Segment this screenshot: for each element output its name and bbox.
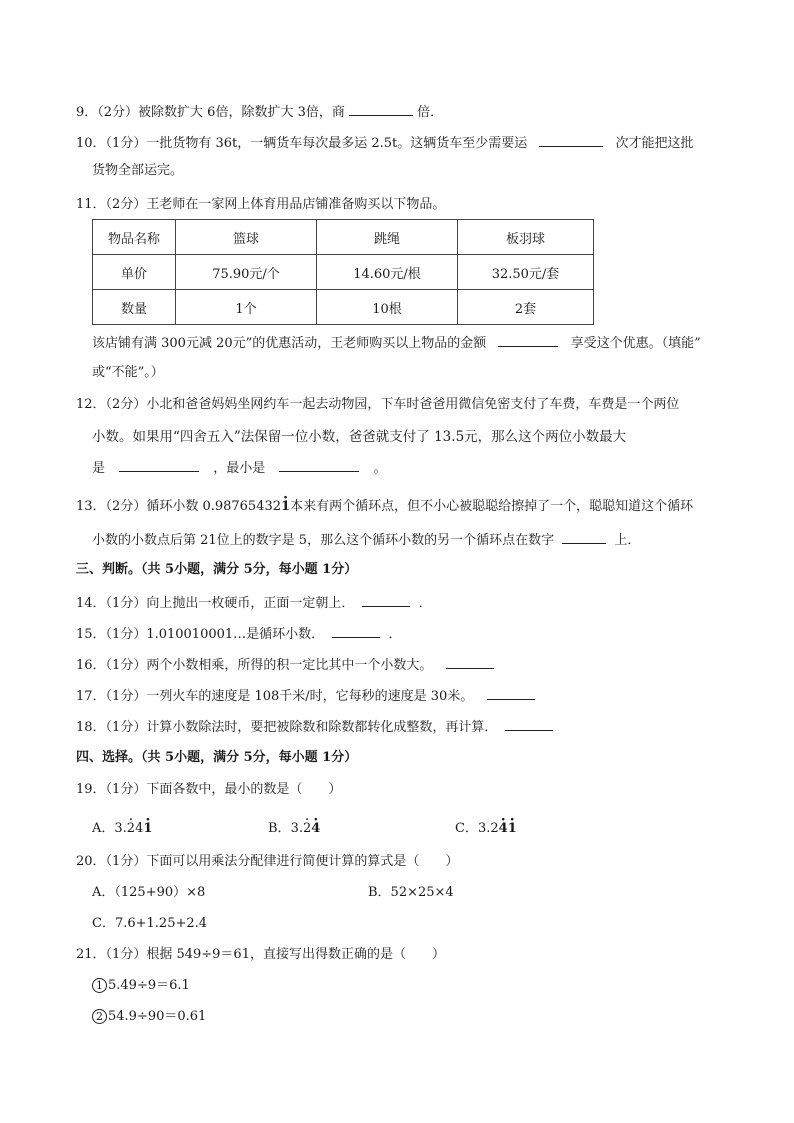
repeating-digit: · 2 bbox=[303, 821, 311, 836]
question-13-text: 小数的小数点后第 21位上的数字是 5，那么这个循环小数的另一个循环点在数字 bbox=[92, 533, 555, 548]
question-16-text: 16．（1分）两个小数相乘，所得的积一定比其中一个小数大。 bbox=[76, 658, 433, 673]
circled-number: 1 bbox=[92, 978, 107, 993]
repeating-digit: · 2 bbox=[127, 821, 135, 836]
option-21-2[interactable] bbox=[92, 1008, 206, 1026]
table-cell: 10根 bbox=[317, 290, 458, 325]
question-15 bbox=[76, 624, 401, 644]
option-19-b[interactable] bbox=[268, 820, 320, 838]
repeating-digit: · 4 bbox=[499, 821, 508, 836]
table-cell: 14.60元/根 bbox=[317, 255, 458, 290]
question-12-line-3 bbox=[92, 458, 387, 478]
repeating-digit: · 1 bbox=[508, 821, 517, 836]
option-20-b[interactable]: B．52×25×4 bbox=[368, 885, 454, 900]
question-15-tail: ． bbox=[388, 627, 402, 642]
table-row bbox=[93, 220, 594, 255]
option-label: A． bbox=[92, 821, 115, 836]
answer-blank[interactable] bbox=[349, 102, 413, 116]
question-11-line-2: 或“不能”。） bbox=[92, 365, 164, 380]
option-number-part: 3. bbox=[114, 821, 127, 836]
table-cell: 32.50元/套 bbox=[458, 255, 594, 290]
answer-blank[interactable] bbox=[487, 686, 535, 700]
question-11-intro: 11．（2分）王老师在一家网上体育用品店铺准备购买以下物品。 bbox=[76, 197, 446, 212]
section-3-title: 三、判断。（共 5小题，满分 5分，每小题 1分） bbox=[76, 562, 358, 577]
question-13-tail: 上． bbox=[614, 533, 641, 548]
goods-table bbox=[92, 219, 594, 325]
table-row bbox=[93, 290, 594, 325]
question-13-text-c: 本来有两个循环点，但不小心被聪聪给擦掉了一个，聪聪知道这个循环 bbox=[290, 499, 694, 514]
question-12-text-b: ，最小是 bbox=[213, 461, 266, 476]
question-12-text-a: 是 bbox=[92, 461, 106, 476]
repeating-digit: · 1 bbox=[143, 821, 152, 836]
question-17-text: 17．（1分）一列火车的速度是 108千米/时，它每秒的速度是 30米。 bbox=[76, 689, 474, 704]
question-19: 19．（1分）下面各数中，最小的数是（ ） bbox=[76, 782, 342, 797]
answer-blank[interactable] bbox=[446, 655, 494, 669]
question-10-tail: 次才能把这批 bbox=[615, 136, 694, 151]
question-14-text: 14．（1分）向上抛出一枚硬币，正面一定朝上． bbox=[76, 596, 355, 611]
option-number-part: 4 bbox=[135, 821, 144, 836]
question-18-text: 18．（1分）计算小数除法时，要把被除数和除数都转化成整数，再计算． bbox=[76, 720, 498, 735]
question-11-line-1 bbox=[92, 333, 701, 353]
option-20-a[interactable]: A．（125+90）×8 bbox=[92, 885, 206, 900]
option-number-part: 3. bbox=[290, 821, 303, 836]
option-19-a[interactable] bbox=[92, 820, 152, 838]
table-cell: 单价 bbox=[93, 255, 176, 290]
option-text: 54.9÷90＝0.61 bbox=[108, 1009, 207, 1024]
question-10-line-2: 货物全部运完。 bbox=[92, 163, 184, 178]
option-19-c[interactable] bbox=[455, 820, 517, 838]
answer-blank-min[interactable] bbox=[279, 458, 359, 472]
table-cell: 数量 bbox=[93, 290, 176, 325]
question-12-text-c: 。 bbox=[373, 461, 387, 476]
answer-blank[interactable] bbox=[362, 593, 410, 607]
answer-blank[interactable] bbox=[505, 717, 553, 731]
table-cell: 物品名称 bbox=[93, 220, 176, 255]
question-11-tail: 享受这个优惠。（填能” bbox=[570, 336, 701, 351]
option-20-c[interactable]: C．7.6+1.25+2.4 bbox=[92, 916, 208, 931]
question-14-tail: ． bbox=[418, 596, 432, 611]
question-9 bbox=[76, 102, 443, 122]
table-row bbox=[93, 255, 594, 290]
option-number-part: 3.2 bbox=[477, 821, 499, 836]
table-cell: 2套 bbox=[458, 290, 594, 325]
circled-number: 2 bbox=[92, 1009, 107, 1024]
repeating-digit: · 1 bbox=[281, 499, 290, 514]
question-21: 21．（1分）根据 549÷9＝61，直接写出得数正确的是（ ） bbox=[76, 947, 445, 962]
option-text: 5.49÷9＝6.1 bbox=[108, 978, 190, 993]
answer-blank[interactable] bbox=[332, 624, 380, 638]
section-4-title: 四、选择。（共 5小题，满分 5分，每小题 1分） bbox=[76, 750, 358, 765]
answer-blank[interactable] bbox=[498, 333, 558, 347]
question-9-text: 9．（2分）被除数扩大 6倍，除数扩大 3倍，商 bbox=[76, 105, 345, 120]
question-18 bbox=[76, 717, 553, 737]
option-label: B． bbox=[268, 821, 291, 836]
question-10-text: 10．（1分）一批货物有 36t，一辆货车每次最多运 2.5t。这辆货车至少需要运 bbox=[76, 136, 528, 151]
question-15-text: 15．（1分）1.010010001…是循环小数． bbox=[76, 627, 325, 642]
question-13-line-1 bbox=[76, 498, 693, 516]
question-20: 20．（1分）下面可以用乘法分配律进行简便计算的算式是（ ） bbox=[76, 854, 459, 869]
question-12-line-2: 小数。如果用“四舍五入”法保留一位小数，爸爸就支付了 13.5元，那么这个两位小数最大 bbox=[92, 429, 627, 445]
option-21-1[interactable] bbox=[92, 977, 190, 995]
question-9-tail: 倍． bbox=[417, 105, 444, 120]
table-cell: 1个 bbox=[176, 290, 317, 325]
table-cell: 跳绳 bbox=[317, 220, 458, 255]
repeating-digit: · 4 bbox=[311, 821, 320, 836]
question-14 bbox=[76, 593, 432, 613]
answer-blank[interactable] bbox=[539, 133, 603, 147]
question-13-line-2 bbox=[92, 530, 640, 550]
table-cell: 75.90元/个 bbox=[176, 255, 317, 290]
question-17 bbox=[76, 686, 535, 706]
question-12-line-1: 12．（2分）小北和爸爸妈妈坐网约车一起去动物园，下车时爸爸用微信免密支付了车费，车费是一个两位 bbox=[76, 397, 680, 412]
question-10-line-1 bbox=[76, 133, 694, 153]
table-cell: 板羽球 bbox=[458, 220, 594, 255]
question-16 bbox=[76, 655, 494, 675]
option-label: C． bbox=[455, 821, 478, 836]
answer-blank[interactable] bbox=[562, 530, 606, 544]
answer-blank-max[interactable] bbox=[119, 458, 199, 472]
question-11-text: 该店铺有满 300元减 20元”的优惠活动，王老师购买以上物品的金额 bbox=[92, 336, 487, 351]
table-cell: 篮球 bbox=[176, 220, 317, 255]
question-13-text-a: 13．（2分）循环小数 0.98765432 bbox=[76, 499, 282, 514]
